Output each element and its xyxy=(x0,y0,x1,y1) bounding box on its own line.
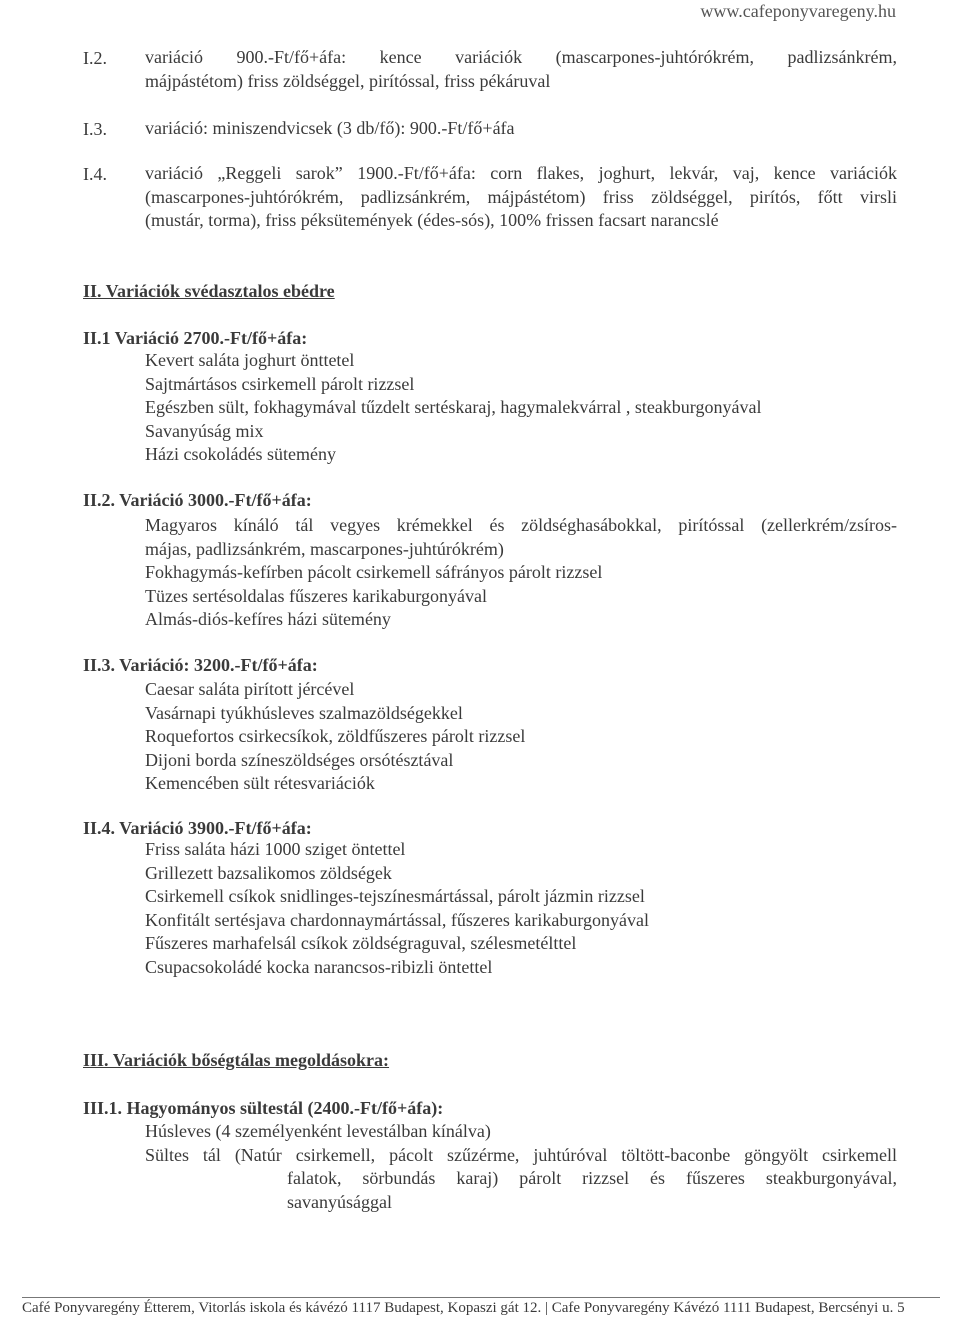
item-text-line: májpástétom) friss zöldséggel, pirítóssal, friss pékáruval xyxy=(145,70,551,91)
menu-item-continuation: savanyúsággal xyxy=(287,1191,392,1212)
menu-item: Sültes tál (Natúr csirkemell, pácolt szűzérme, juhtúróval töltött-baconbe göngyölt csirkemell xyxy=(145,1144,897,1165)
item-number: I.4. xyxy=(83,164,107,184)
menu-item: Vasárnapi tyúkhúsleves szalmazöldségekkel xyxy=(145,702,463,723)
item-text-line: variáció „Reggeli sarok” 1900.-Ft/fő+áfa: corn flakes, joghurt, lekvár, vaj, kence variációk xyxy=(145,163,897,183)
menu-item: Dijoni borda színeszöldséges orsótésztával xyxy=(145,749,454,770)
item-number: I.2. xyxy=(83,48,107,68)
menu-item: Fűszeres marhafelsál csíkok zöldségraguval, szélesmetélttel xyxy=(145,933,577,953)
menu-item: Konfitált sertésjava chardonnaymártással, fűszeres karikaburgonyával xyxy=(145,909,649,930)
menu-item: Savanyúság mix xyxy=(145,420,264,441)
menu-item: Fokhagymás-kefírben pácolt csirkemell sáfrányos párolt rizzsel xyxy=(145,562,603,582)
menu-item: Caesar saláta pirított jércével xyxy=(145,679,355,699)
variant-title: II.3. Variáció: 3200.-Ft/fő+áfa: xyxy=(83,655,318,675)
menu-item: Friss saláta házi 1000 sziget öntettel xyxy=(145,839,406,859)
variant-title: II.1 Variáció 2700.-Ft/fő+áfa: xyxy=(83,328,308,348)
section-title: III. Variációk bőségtálas megoldásokra: xyxy=(83,1050,390,1070)
footer xyxy=(22,1300,905,1317)
menu-item: Kemencében sült rétesvariációk xyxy=(145,773,375,793)
variant-title: II.2. Variáció 3000.-Ft/fő+áfa: xyxy=(83,490,312,510)
menu-item: Csupacsokoládé kocka narancsos-ribizli öntettel xyxy=(145,956,493,977)
menu-item: Csirkemell csíkok snidlinges-tejszínesmártással, párolt jázmin rizzsel xyxy=(145,886,645,906)
menu-item: Roquefortos csirkecsíkok, zöldfűszeres párolt rizzsel xyxy=(145,726,526,746)
item-text-line: variáció: miniszendvicsek (3 db/fő): 900.-Ft/fő+áfa xyxy=(145,118,515,138)
menu-item-continuation: falatok, sörbundás karaj) párolt rizzsel és fűszeres steakburgonyával, xyxy=(287,1168,897,1188)
item-text-line: (mustár, torma), friss péksütemények (édes-sós), 100% frissen facsart narancslé xyxy=(145,210,719,230)
menu-item: Sajtmártásos csirkemell párolt rizzsel xyxy=(145,373,415,394)
footer-address-1: Café Ponyvaregény Étterem, Vitorlás iskola és kávézó 1117 Budapest, Kopaszi gát 12. xyxy=(22,1300,542,1316)
menu-item: májas, padlizsánkrém, mascarpones-juhtúrókrém) xyxy=(145,538,504,559)
variant-title: II.4. Variáció 3900.-Ft/fő+áfa: xyxy=(83,818,312,838)
footer-separator: | xyxy=(545,1300,549,1316)
menu-item: Kevert saláta joghurt önttetel xyxy=(145,350,355,370)
section-title: II. Variációk svédasztalos ebédre xyxy=(83,281,335,301)
menu-item: Magyaros kínáló tál vegyes krémekkel és zöldséghasábokkal, pirítóssal (zellerkrém/zsíros- xyxy=(145,515,897,535)
menu-item: Almás-diós-kefíres házi sütemény xyxy=(145,609,391,629)
footer-address-2: Cafe Ponyvaregény Kávézó 1111 Budapest, Bercsényi u. 5 xyxy=(551,1300,905,1316)
menu-item: Grillezett bazsalikomos zöldségek xyxy=(145,862,392,883)
site-url: www.cafeponyvaregeny.hu xyxy=(700,1,896,21)
footer-divider xyxy=(22,1297,940,1298)
item-number: I.3. xyxy=(83,119,107,139)
menu-item: Egészben sült, fokhagymával tűzdelt sertéskaraj, hagymalekvárral , steakburgonyával xyxy=(145,397,762,417)
item-text-line: variáció 900.-Ft/fő+áfa: kence variációk (mascarpones-juhtórókrém, padlizsánkrém, xyxy=(145,47,897,67)
menu-item: Tüzes sertésoldalas fűszeres karikaburgonyával xyxy=(145,585,488,606)
item-text-line: (mascarpones-juhtórókrém, padlizsánkrém, májpástétom) friss zöldséggel, pirítós, főtt virsli xyxy=(145,186,897,207)
menu-item: Házi csokoládés sütemény xyxy=(145,444,336,464)
menu-item: Húsleves (4 személyenként levestálban kínálva) xyxy=(145,1121,491,1141)
variant-title: III.1. Hagyományos sültestál (2400.-Ft/fő+áfa): xyxy=(83,1098,444,1118)
